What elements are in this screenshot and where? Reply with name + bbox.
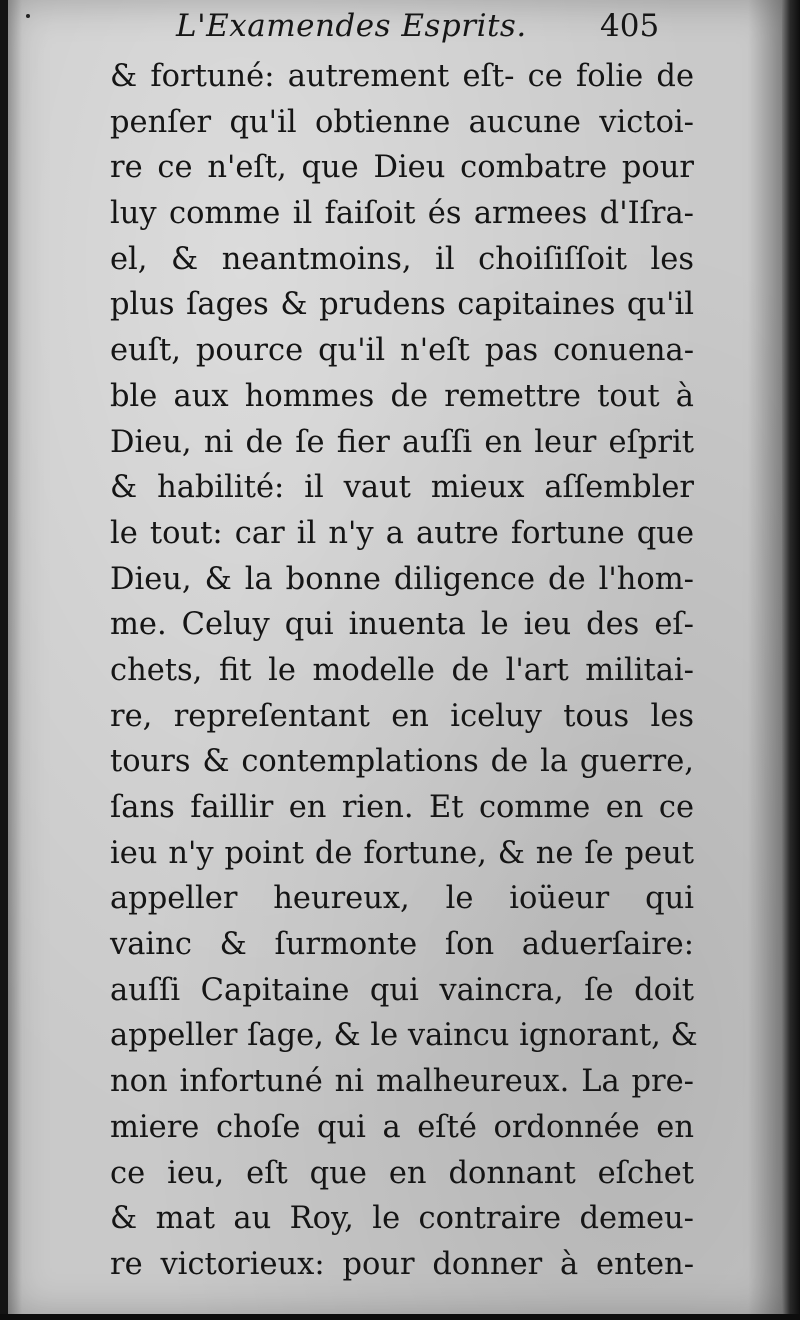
text-line: me. Celuy qui inuenta le ieu des eſ- bbox=[110, 607, 694, 643]
book-page bbox=[8, 0, 784, 1316]
text-line: appeller ſage, & le vaincu ignorant, & bbox=[110, 1018, 698, 1054]
text-line: re ce n'eſt, que Dieu combatre pour bbox=[110, 150, 694, 186]
text-line: penſer qu'il obtienne aucune victoi- bbox=[110, 104, 694, 140]
text-line: re victorieux: pour donner à enten- bbox=[110, 1246, 694, 1282]
scan-bottom-edge bbox=[0, 1314, 800, 1320]
text-line: ce ieu, eſt que en donnant eſchet bbox=[110, 1155, 694, 1191]
book-gutter-edge bbox=[782, 0, 800, 1320]
text-line: miere choſe qui a eſté ordonnée en bbox=[110, 1109, 694, 1145]
text-line: Dieu, & la bonne diligence de l'hom- bbox=[110, 561, 694, 597]
body-text bbox=[110, 54, 698, 1288]
text-line: appeller heureux, le ioüeur qui bbox=[110, 881, 694, 917]
text-line: ble aux hommes de remettre tout à bbox=[110, 378, 694, 414]
running-header bbox=[176, 8, 676, 48]
text-line: auſſi Capitaine qui vaincra, ſe doit bbox=[110, 972, 694, 1008]
text-line: el, & neantmoins, il choiſiſſoit les bbox=[110, 241, 694, 277]
text-line: re, repreſentant en iceluy tous les bbox=[110, 698, 694, 734]
text-line: tours & contemplations de la guerre, bbox=[110, 744, 694, 780]
text-line: luy comme il faiſoit és armees d'Iſra- bbox=[110, 196, 694, 232]
margin-speck bbox=[26, 14, 30, 18]
text-line: vainc & ſurmonte ſon aduerſaire: bbox=[110, 927, 694, 963]
text-line: non infortuné ni malheureux. La pre- bbox=[110, 1064, 694, 1100]
text-line: & mat au Roy, le contraire demeu- bbox=[110, 1201, 694, 1237]
text-line: Dieu, ni de ſe fier auſſi en leur eſprit bbox=[110, 424, 694, 460]
text-line: euſt, pource qu'il n'eſt pas conuena- bbox=[110, 333, 694, 369]
text-line: ieu n'y point de fortune, & ne ſe peut bbox=[110, 835, 694, 871]
text-line: plus ſages & prudens capitaines qu'il bbox=[110, 287, 694, 323]
text-line: le tout: car il n'y a autre fortune que bbox=[110, 515, 694, 551]
text-line: chets, fit le modelle de l'art militai- bbox=[110, 652, 694, 688]
page-number: 405 bbox=[600, 8, 660, 44]
text-line: & habilité: il vaut mieux aſſembler bbox=[110, 470, 694, 506]
text-line: & fortuné: autrement eſt- ce folie de bbox=[110, 59, 694, 94]
running-title: L'Examendes Esprits. bbox=[176, 8, 527, 44]
text-line: ſans faillir en rien. Et comme en ce bbox=[110, 790, 694, 825]
